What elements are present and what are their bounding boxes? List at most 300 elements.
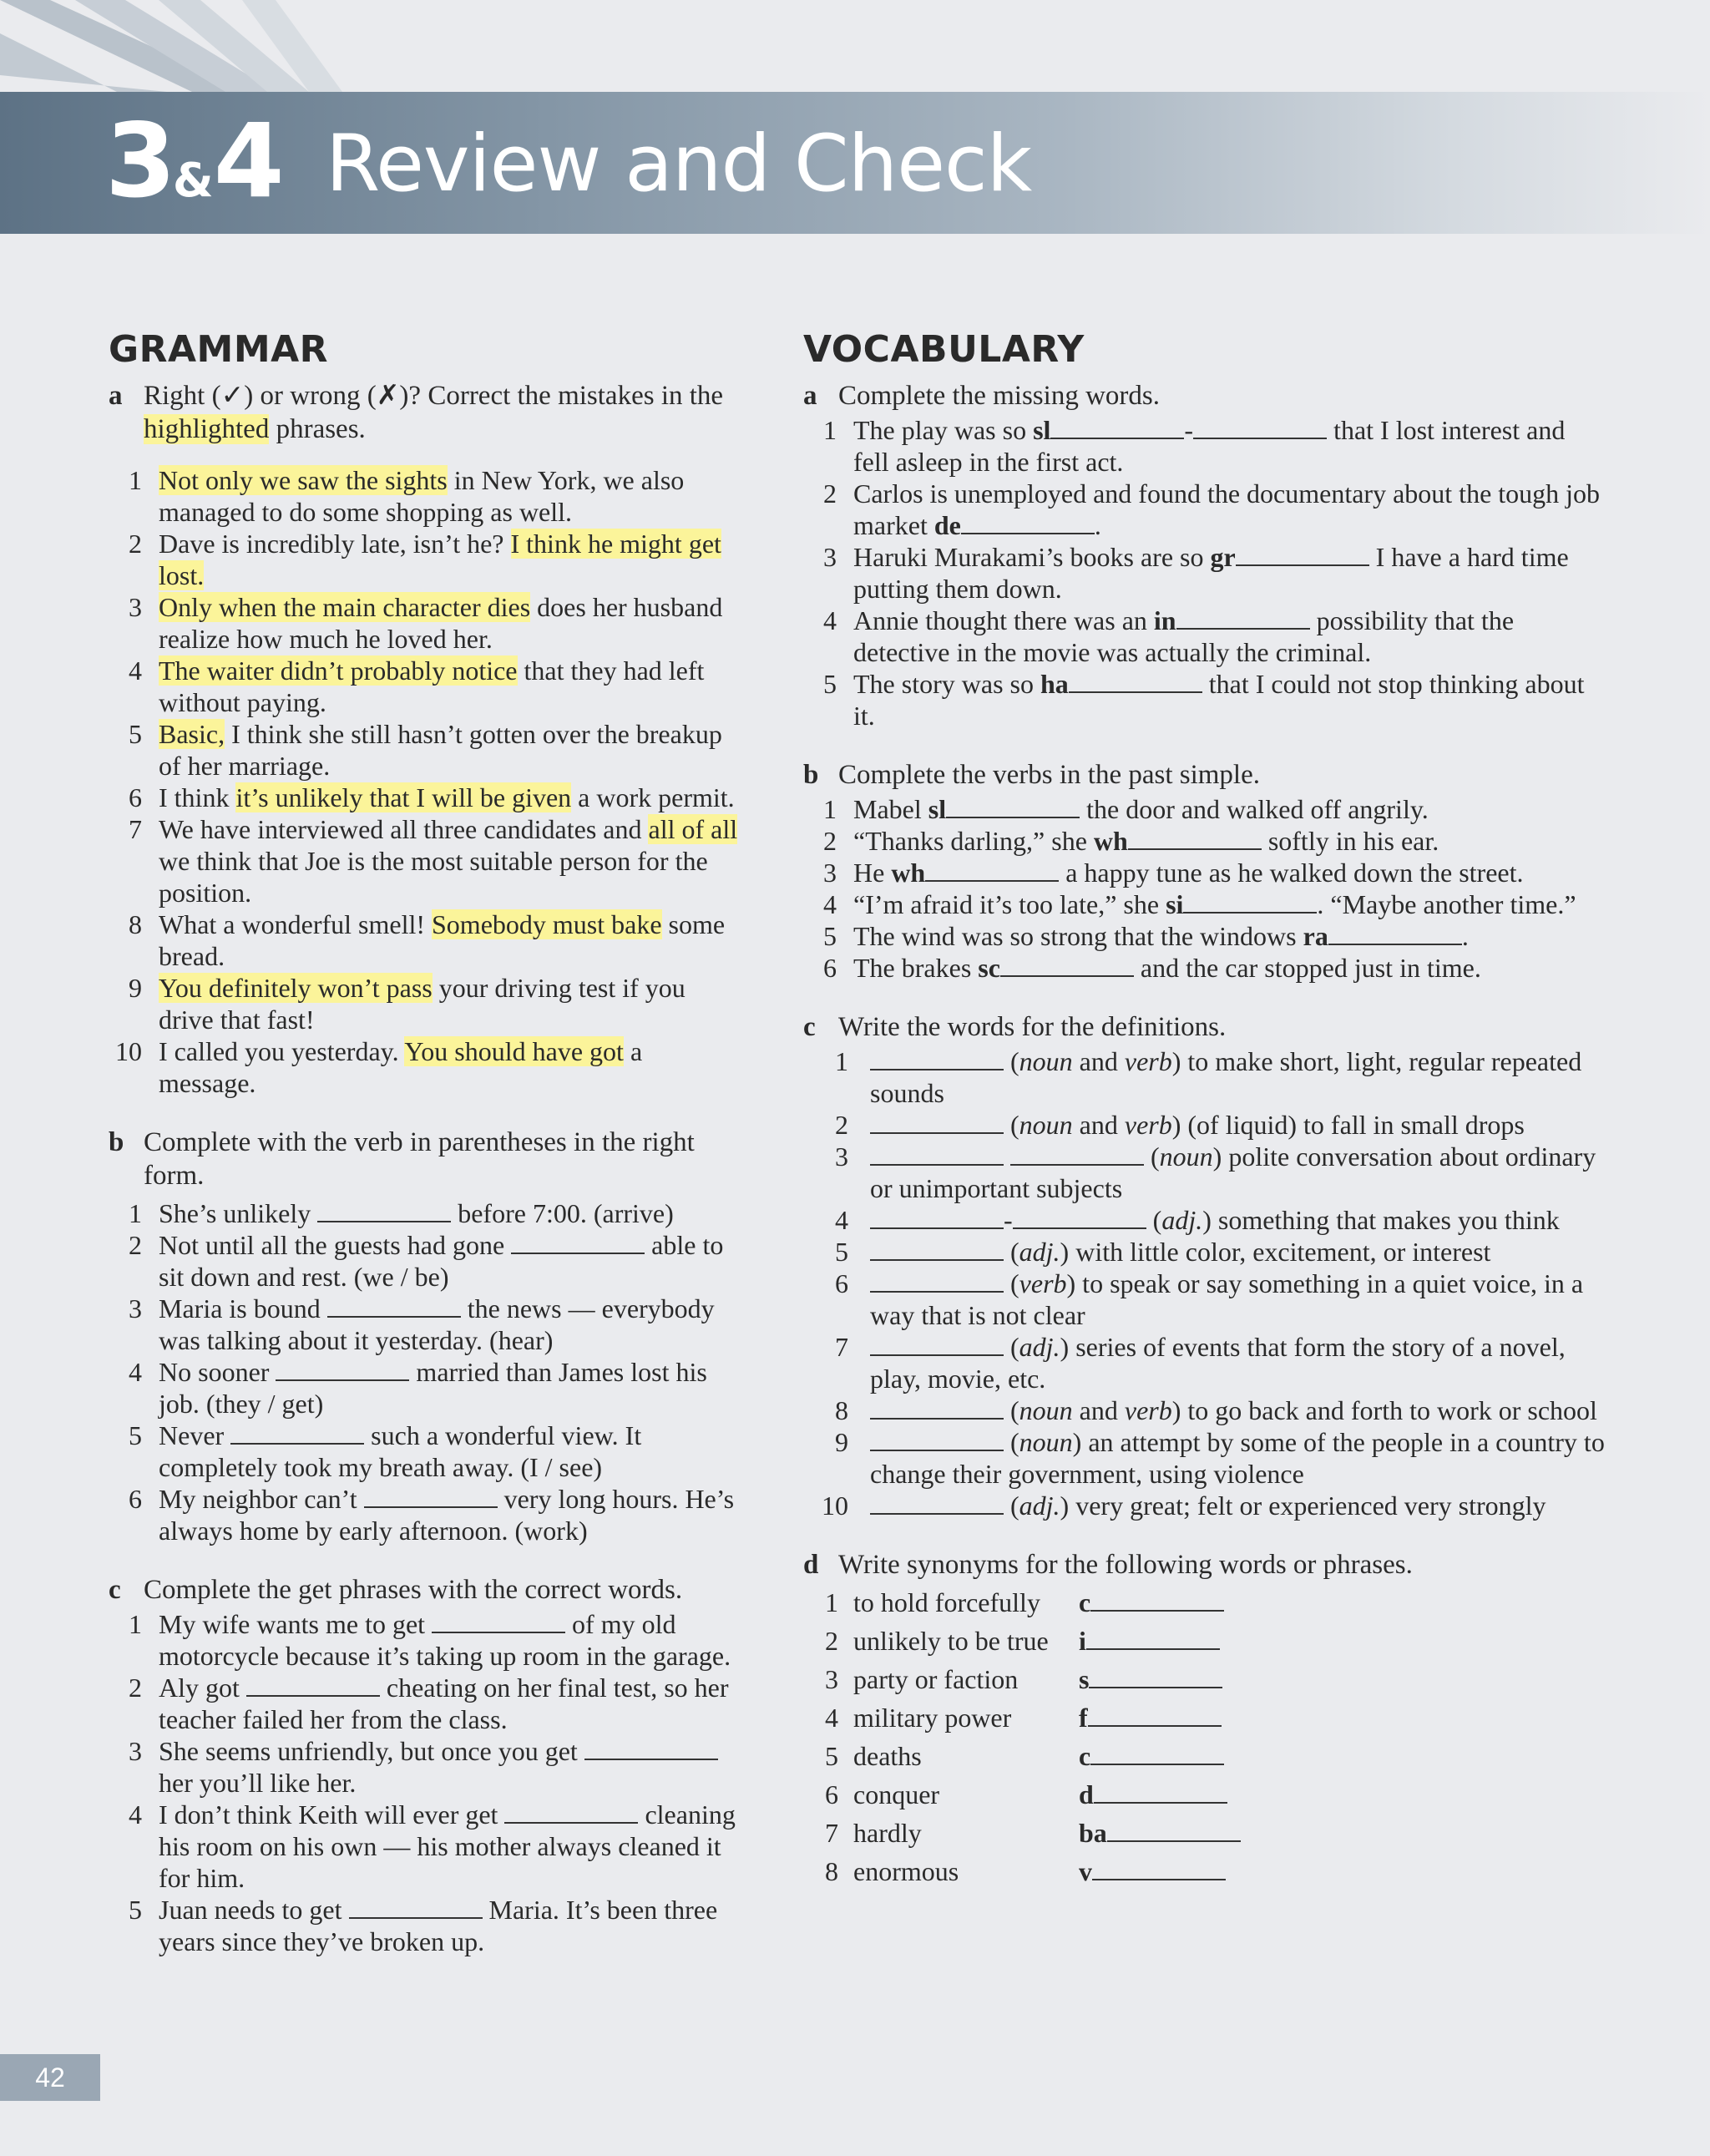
exercise-item (803, 414, 1605, 478)
synonym-item (803, 1852, 1605, 1890)
paren-open: ( (1004, 1268, 1019, 1298)
item-number: 6 (129, 1484, 142, 1514)
item-text (853, 952, 1605, 984)
item-text-part: before 7:00. (arrive) (451, 1198, 674, 1228)
item-number: 4 (835, 1205, 848, 1235)
answer-blank[interactable] (870, 1271, 1004, 1293)
item-text-part: My wife wants me to get (159, 1609, 433, 1639)
highlighted-phrase: Only when the main character dies (159, 592, 531, 622)
answer-blank[interactable] (1069, 671, 1202, 693)
item-text (853, 793, 1605, 825)
answer-blank[interactable] (1092, 1859, 1226, 1880)
item-text (159, 782, 743, 813)
answer (1079, 1737, 1224, 1775)
item-text (159, 1035, 743, 1099)
part-of-speech: noun (1019, 1427, 1073, 1457)
answer-blank[interactable] (1176, 608, 1310, 630)
item-text-part: She’s unlikely (159, 1198, 318, 1228)
exercise-list (803, 414, 1605, 731)
item-text (159, 1799, 743, 1894)
synonym-item (803, 1698, 1605, 1737)
answer-blank[interactable] (327, 1296, 461, 1318)
answer-blank[interactable] (246, 1675, 380, 1697)
definition-text: an attempt by some of the people in a country to change their government, using violence (870, 1427, 1605, 1489)
word-start: c (1079, 1741, 1091, 1771)
answer-blank[interactable] (1193, 418, 1327, 439)
word-start: sc (978, 953, 1000, 983)
answer-blank[interactable] (1010, 1144, 1144, 1166)
synonym-item (803, 1660, 1605, 1698)
item-number: 4 (823, 889, 837, 919)
item-text (159, 1293, 743, 1356)
vocabulary-section-d (803, 1548, 1605, 1890)
item-text-part: we think that Joe is the most suitable person for the position. (159, 846, 708, 908)
answer-blank[interactable] (276, 1359, 409, 1381)
item-text (870, 1236, 1605, 1268)
definition-item (803, 1331, 1605, 1394)
item-text-part: The wind was so strong that the windows (853, 921, 1303, 951)
exercise-item (109, 1229, 743, 1293)
item-number: 1 (823, 415, 837, 445)
paren-open: ( (1004, 1110, 1019, 1140)
word-start: sl (1033, 415, 1051, 445)
synonym-item (803, 1622, 1605, 1660)
item-text-part: Juan needs to get (159, 1895, 349, 1925)
answer-blank[interactable] (584, 1738, 718, 1760)
answer-blank[interactable] (870, 1049, 1004, 1070)
item-text (853, 920, 1605, 952)
definition-item (803, 1045, 1605, 1109)
answer-blank[interactable] (1090, 1590, 1224, 1612)
item-text (853, 888, 1605, 920)
exercise-item (109, 591, 743, 655)
answer-blank[interactable] (1090, 1744, 1224, 1765)
item-text-part: Aly got (159, 1673, 246, 1703)
highlighted-phrase: The waiter didn’t probably notice (159, 655, 518, 686)
answer-blank[interactable] (961, 513, 1095, 534)
item-text (870, 1268, 1605, 1331)
highlighted-phrase: it’s unlikely that I will be given (235, 782, 572, 812)
exercise-item (109, 1035, 743, 1099)
answer-blank[interactable] (870, 1398, 1004, 1420)
answer (1079, 1660, 1222, 1698)
item-text-part: does her husband realize how much he loved her. (159, 592, 723, 654)
item-text-part: very long hours. He’s always home by early afternoon. (work) (159, 1484, 735, 1546)
exercise-item (109, 813, 743, 908)
item-number: 8 (825, 1856, 838, 1886)
item-text-part: I have a hard time putting them down. (853, 542, 1569, 604)
paren-close: ) (1060, 1490, 1070, 1521)
grammar-column (109, 327, 743, 1984)
page-title: Review and Check (326, 119, 1032, 210)
hyphen: - (1004, 1205, 1013, 1235)
exercise-item (109, 1483, 743, 1546)
item-number: 8 (835, 1395, 848, 1425)
answer (1079, 1583, 1224, 1622)
item-text (870, 1109, 1605, 1141)
answer-blank[interactable] (432, 1612, 565, 1633)
answer-blank[interactable] (230, 1423, 364, 1445)
item-number: 5 (835, 1237, 848, 1267)
word-start: gr (1210, 542, 1236, 572)
grammar-heading: GRAMMAR (109, 328, 329, 371)
word-start: i (1079, 1626, 1086, 1656)
paren-close: ) (1202, 1205, 1212, 1235)
item-text (870, 1331, 1605, 1394)
answer-blank[interactable] (870, 1207, 1004, 1229)
paren-close: ) (1171, 1046, 1181, 1076)
item-number: 3 (129, 1293, 142, 1323)
paren-open: ( (1004, 1046, 1019, 1076)
answer-blank[interactable] (1050, 418, 1184, 439)
exercise-item (803, 793, 1605, 825)
source-word: party or faction (853, 1664, 1019, 1694)
answer-blank[interactable] (870, 1144, 1004, 1166)
exercise-item (109, 655, 743, 718)
item-text (853, 668, 1605, 731)
answer-blank[interactable] (946, 797, 1080, 818)
exercise-item (109, 1672, 743, 1735)
paren-close: ) (1060, 1237, 1070, 1267)
part-of-speech: verb (1124, 1046, 1172, 1076)
definition-item (803, 1141, 1605, 1204)
item-text (870, 1490, 1605, 1521)
item-text-part: Haruki Murakami’s books are so (853, 542, 1211, 572)
answer-blank[interactable] (1107, 1820, 1241, 1842)
item-text (159, 1197, 743, 1229)
highlighted-phrase: You should have got (404, 1036, 624, 1066)
answer (1079, 1622, 1220, 1660)
word-start: wh (1093, 826, 1128, 856)
item-text (853, 825, 1605, 857)
grammar-section-b (109, 1126, 743, 1546)
item-text (870, 1426, 1605, 1490)
item-text-part: Carlos is unemployed and found the documentary about the tough job market (853, 478, 1601, 540)
answer-blank[interactable] (1236, 544, 1369, 566)
part-of-speech: noun (1019, 1395, 1073, 1425)
item-text-part: married than James lost his job. (they / get) (159, 1357, 707, 1419)
part-of-speech: verb (1124, 1395, 1172, 1425)
item-number: 3 (823, 542, 837, 572)
answer-blank[interactable] (1328, 924, 1462, 945)
item-text-part: I think she still hasn’t gotten over the breakup of her marriage. (159, 719, 722, 781)
item-text-part: Mabel (853, 794, 928, 824)
item-text (159, 464, 743, 528)
item-text-part: and the car stopped just in time. (1133, 953, 1481, 983)
item-text-part: I don’t think Keith will ever get (159, 1799, 505, 1830)
answer-blank[interactable] (1089, 1667, 1222, 1688)
answer-blank[interactable] (870, 1239, 1004, 1261)
instruction: b Complete the verbs in the past simple. (803, 760, 1260, 790)
item-number: 3 (129, 592, 142, 622)
instruction: c Complete the get phrases with the correct words. (109, 1575, 683, 1605)
source-word: military power (853, 1703, 1012, 1733)
item-text-part: possibility that the detective in the movie was actually the criminal. (853, 605, 1515, 667)
item-text (853, 478, 1605, 541)
vocabulary-column (803, 327, 1605, 1917)
answer-blank[interactable] (511, 1232, 645, 1254)
item-number: 4 (825, 1703, 838, 1733)
answer-blank[interactable] (1013, 1207, 1146, 1229)
paren-open: ( (1004, 1332, 1019, 1362)
unit-number: 3 & 4 (105, 102, 280, 220)
word-start: c (1079, 1587, 1091, 1617)
instruction: b Complete with the verb in parentheses in the right form. (109, 1127, 695, 1191)
exercise-item (109, 464, 743, 528)
item-number: 4 (129, 655, 142, 686)
part-of-speech: noun (1159, 1141, 1213, 1172)
answer-blank[interactable] (317, 1201, 451, 1222)
answer-blank[interactable] (1183, 892, 1317, 914)
highlighted-phrase: Somebody must bake (432, 909, 662, 939)
definition-item (803, 1236, 1605, 1268)
exercise-item (109, 1735, 743, 1799)
item-text (159, 1894, 743, 1957)
answer-blank[interactable] (1128, 828, 1262, 850)
item-text-part: Maria. It’s been three years since they’ve broken up. (159, 1895, 718, 1956)
item-text (159, 1356, 743, 1420)
exercise-item (109, 718, 743, 782)
item-number: 9 (835, 1427, 848, 1457)
highlighted-phrase: I think he might get lost. (159, 529, 721, 590)
word-start: ha (1040, 669, 1069, 699)
item-text (159, 655, 743, 718)
definition-item (803, 1204, 1605, 1236)
definition-text: something that makes you think (1211, 1205, 1560, 1235)
vocabulary-heading: VOCABULARY (803, 328, 1085, 371)
item-text-part: the door and walked off angrily. (1080, 794, 1429, 824)
word-start: v (1079, 1856, 1092, 1886)
item-number: 5 (129, 1895, 142, 1925)
word-start: wh (891, 858, 926, 888)
item-number: 2 (823, 826, 837, 856)
source-word: enormous (853, 1856, 959, 1886)
item-text-part: Maria is bound (159, 1293, 327, 1323)
item-number: 2 (129, 1230, 142, 1260)
item-text (159, 972, 743, 1035)
item-number: 5 (825, 1741, 838, 1771)
exercise-list (109, 1197, 743, 1546)
item-text (870, 1204, 1605, 1236)
item-number: 3 (823, 858, 837, 888)
word-start: de (933, 510, 961, 540)
item-text-part: He (853, 858, 892, 888)
paren-close: ) (1066, 1268, 1076, 1298)
item-text (159, 591, 743, 655)
part-of-speech: adj. (1019, 1332, 1060, 1362)
item-text-part: I called you yesterday. (159, 1036, 405, 1066)
source-word: to hold forcefully (853, 1587, 1040, 1617)
item-number: 3 (825, 1664, 838, 1694)
paren-close: ) (1060, 1332, 1070, 1362)
answer (1079, 1852, 1226, 1890)
item-number: 2 (823, 478, 837, 509)
paren-close: ) (1171, 1110, 1181, 1140)
item-number: 1 (129, 1609, 142, 1639)
word-start: ra (1303, 921, 1328, 951)
synonym-item (803, 1737, 1605, 1775)
grammar-section-c (109, 1573, 743, 1957)
item-text (853, 541, 1605, 605)
definition-text: to speak or say something in a quiet voice, in a way that is not clear (870, 1268, 1584, 1330)
item-number: 7 (129, 814, 142, 844)
item-text (159, 718, 743, 782)
item-text-part: My neighbor can’t (159, 1484, 364, 1514)
exercise-item (109, 528, 743, 591)
item-number: 6 (129, 782, 142, 812)
exercise-item (109, 782, 743, 813)
item-number: 10 (115, 1036, 142, 1066)
item-number: 1 (825, 1587, 838, 1617)
paren-close: ) (1212, 1141, 1222, 1172)
item-number: 5 (129, 1420, 142, 1450)
exercise-list (803, 1583, 1605, 1890)
answer-blank[interactable] (1088, 1705, 1222, 1727)
definition-text: series of events that form the story of a novel, play, movie, etc. (870, 1332, 1566, 1394)
item-text-part: The brakes (853, 953, 979, 983)
answer-blank[interactable] (349, 1897, 483, 1919)
instruction: a Complete the missing words. (803, 381, 1160, 411)
item-number: 5 (823, 921, 837, 951)
answer (1079, 1814, 1241, 1852)
definition-text: (of liquid) to fall in small drops (1181, 1110, 1525, 1140)
item-text-part: some bread. (159, 909, 726, 971)
paren-open: ( (1146, 1205, 1162, 1235)
answer-blank[interactable] (504, 1802, 638, 1824)
page-number: 42 (0, 2054, 100, 2101)
hyphen: - (1184, 415, 1194, 445)
exercise-item (803, 857, 1605, 888)
item-number: 2 (129, 529, 142, 559)
paren-open: ( (1004, 1490, 1019, 1521)
answer-blank[interactable] (870, 1112, 1004, 1134)
conjunction: and (1072, 1110, 1125, 1140)
synonym-item (803, 1775, 1605, 1814)
synonym-item (803, 1814, 1605, 1852)
item-text-part: The story was so (853, 669, 1040, 699)
paren-open: ( (1004, 1237, 1019, 1267)
answer-blank[interactable] (925, 860, 1059, 882)
item-text-part: “Thanks darling,” she (853, 826, 1094, 856)
synonym-item (803, 1583, 1605, 1622)
item-text (159, 528, 743, 591)
item-text-part: . (1094, 510, 1101, 540)
item-text (853, 857, 1605, 888)
answer-blank[interactable] (870, 1430, 1004, 1451)
part-of-speech: adj. (1019, 1490, 1060, 1521)
exercise-item (109, 1293, 743, 1356)
item-number: 5 (823, 669, 837, 699)
item-text-part: cleaning his room on his own — his mother always cleaned it for him. (159, 1799, 736, 1893)
exercise-item (109, 1356, 743, 1420)
item-text (159, 1735, 743, 1799)
item-text-part: I think (159, 782, 236, 812)
definition-item (803, 1268, 1605, 1331)
vocabulary-section-b (803, 758, 1605, 984)
source-word: conquer (853, 1779, 940, 1809)
item-number: 5 (129, 719, 142, 749)
item-text-part: She seems unfriendly, but once you get (159, 1736, 584, 1766)
item-number: 2 (129, 1673, 142, 1703)
exercise-item (109, 1894, 743, 1957)
answer-blank[interactable] (1000, 955, 1134, 977)
exercise-item (803, 541, 1605, 605)
item-text-part: . (1461, 921, 1469, 951)
exercise-item (803, 478, 1605, 541)
exercise-item (803, 605, 1605, 668)
highlighted-phrase: Basic, (159, 719, 225, 749)
exercise-list (803, 1045, 1605, 1521)
exercise-item (109, 908, 743, 972)
item-text (159, 1608, 743, 1672)
item-text (853, 605, 1605, 668)
answer-blank[interactable] (1094, 1782, 1227, 1804)
paren-open: ( (1004, 1395, 1019, 1425)
item-number: 6 (835, 1268, 848, 1298)
answer-blank[interactable] (870, 1493, 1004, 1515)
word-start: s (1079, 1664, 1090, 1694)
part-of-speech: verb (1124, 1110, 1172, 1140)
answer-blank[interactable] (364, 1486, 498, 1508)
item-text-part: your driving test if you drive that fast! (159, 973, 686, 1035)
item-text (159, 813, 743, 908)
item-number: 4 (823, 605, 837, 635)
item-number: 4 (129, 1799, 142, 1830)
answer (1079, 1775, 1227, 1814)
answer-blank[interactable] (1086, 1628, 1220, 1650)
item-text-part: We have interviewed all three candidates and (159, 814, 649, 844)
paren-open: ( (1004, 1427, 1019, 1457)
answer-blank[interactable] (870, 1334, 1004, 1356)
exercise-list (109, 1608, 743, 1957)
item-number: 1 (823, 794, 837, 824)
part-of-speech: noun (1019, 1046, 1073, 1076)
item-text-part: Annie thought there was an (853, 605, 1154, 635)
item-number: 1 (129, 1198, 142, 1228)
definition-text: to go back and forth to work or school (1181, 1395, 1597, 1425)
item-text-part: . “Maybe another time.” (1317, 889, 1576, 919)
item-text-part: in New York, we also managed to do some shopping as well. (159, 465, 685, 527)
item-text-part: Dave is incredibly late, isn’t he? (159, 529, 511, 559)
highlighted-phrase: Not only we saw the sights (159, 465, 448, 495)
item-number: 7 (835, 1332, 848, 1362)
exercise-item (803, 825, 1605, 857)
item-text (159, 1672, 743, 1735)
answer (1079, 1698, 1222, 1737)
item-text (853, 414, 1605, 478)
exercise-item (109, 1420, 743, 1483)
item-text-part: of my old motorcycle because it’s taking up room in the garage. (159, 1609, 731, 1671)
source-word: hardly (853, 1818, 922, 1848)
item-text-part: her you’ll like her. (159, 1768, 357, 1798)
exercise-item (803, 920, 1605, 952)
item-number: 3 (835, 1141, 848, 1172)
part-of-speech: noun (1019, 1110, 1073, 1140)
exercise-item (109, 1197, 743, 1229)
item-number: 1 (835, 1046, 848, 1076)
item-text-part: a work permit. (571, 782, 735, 812)
item-text-part: the news — everybody was talking about it yesterday. (hear) (159, 1293, 715, 1355)
item-text-part: The play was so (853, 415, 1034, 445)
item-number: 1 (129, 465, 142, 495)
item-text (159, 1229, 743, 1293)
exercise-item (109, 1608, 743, 1672)
definition-text: to make short, light, regular repeated sounds (870, 1046, 1582, 1108)
item-text-part: that I could not stop thinking about it. (853, 669, 1585, 731)
item-text-part: “I’m afraid it’s too late,” she (853, 889, 1166, 919)
part-of-speech: adj. (1019, 1237, 1060, 1267)
exercise-list (803, 793, 1605, 984)
